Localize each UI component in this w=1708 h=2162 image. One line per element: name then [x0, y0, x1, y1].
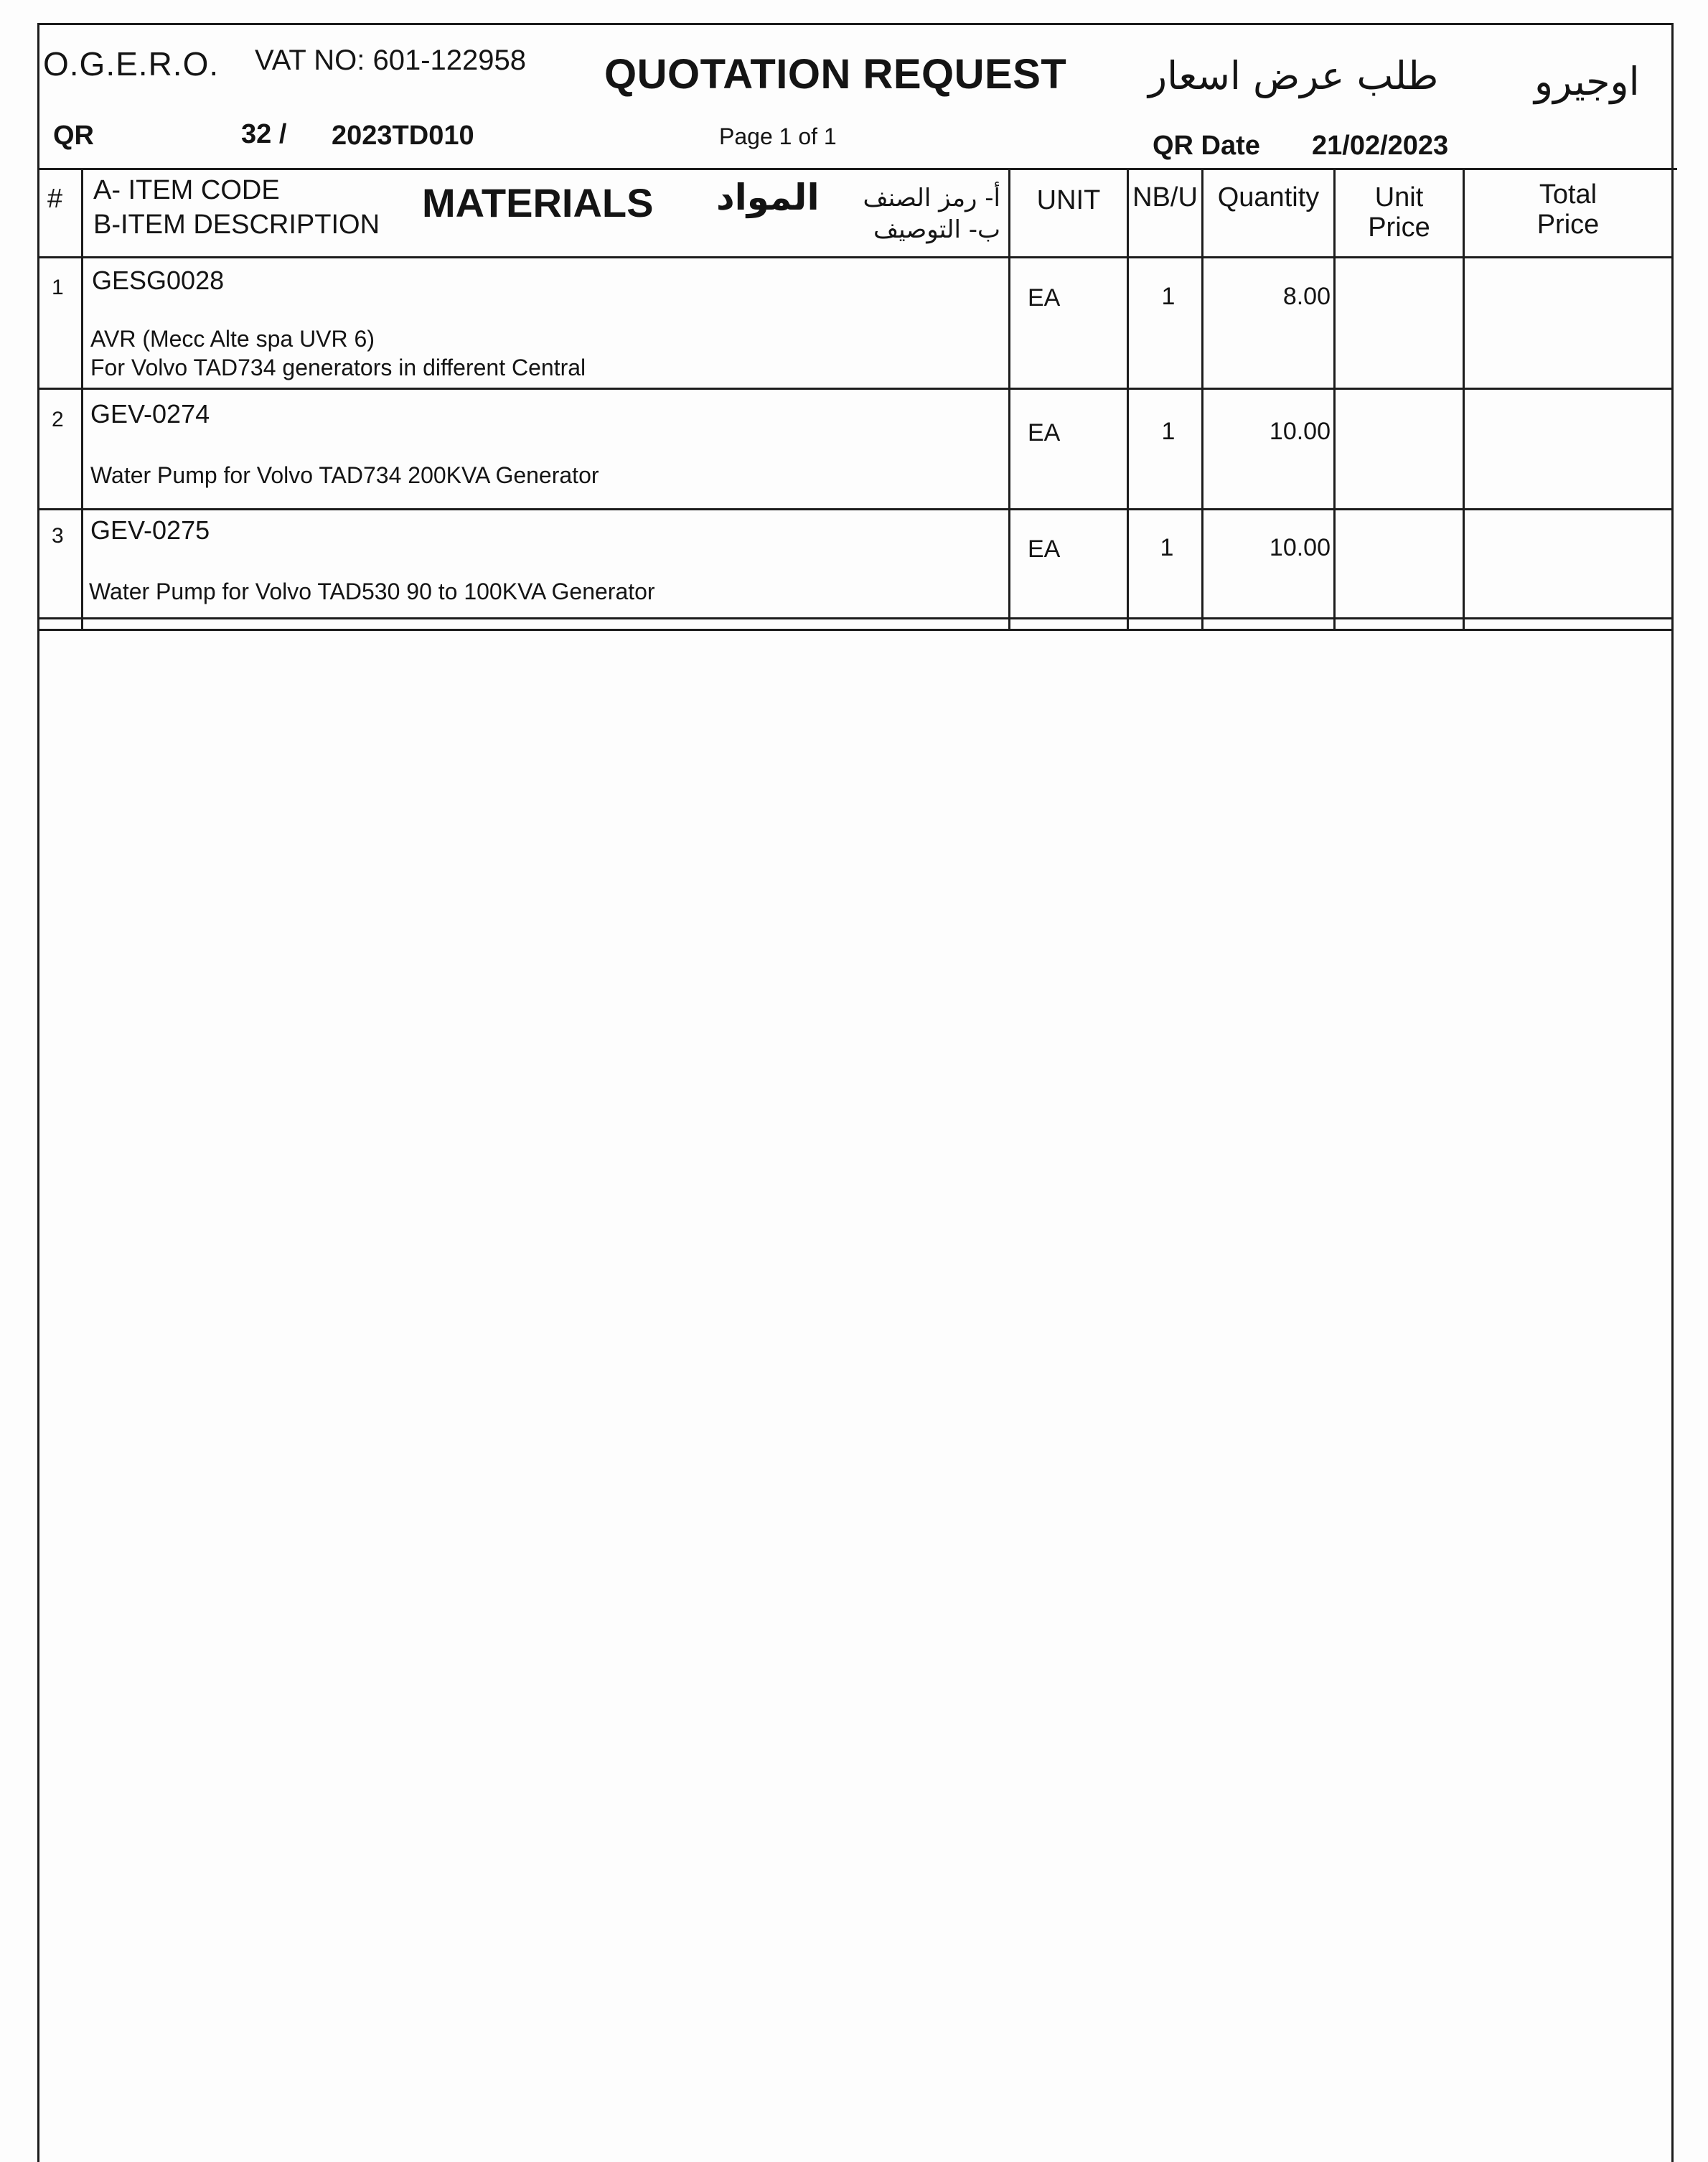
qr-label: QR [53, 121, 94, 151]
row-3-nbu: 1 [1160, 534, 1174, 561]
row-1-desc-line1: AVR (Mecc Alte spa UVR 6) [90, 326, 375, 352]
col-divider-num [81, 168, 83, 631]
row-2-desc-line1: Water Pump for Volvo TAD734 200KVA Generator [90, 462, 599, 488]
row-1-quantity: 8.00 [1282, 283, 1331, 310]
header-top-rule [37, 168, 1677, 170]
qr-date: 21/02/2023 [1312, 131, 1449, 161]
col-header-materials-ar: المواد [716, 177, 820, 218]
document-title: QUOTATION REQUEST [604, 51, 1067, 98]
table-bottom-rule [37, 629, 1674, 631]
col-header-item-desc-ar: ب- التوصيف [873, 215, 1000, 244]
vat-number: VAT NO: 601-122958 [255, 45, 527, 76]
document-title-ar: طلب عرض اسعار [1148, 53, 1439, 98]
col-header-unit-price-line2: Price [1368, 212, 1430, 243]
col-header-materials: MATERIALS [422, 180, 654, 225]
org-name-ar: اوجيرو [1534, 59, 1640, 104]
row-2-rule [37, 508, 1674, 510]
row-3-quantity: 10.00 [1269, 534, 1331, 561]
row-3-rule [37, 617, 1674, 619]
row-2-quantity: 10.00 [1269, 418, 1331, 445]
col-header-total-price-line1: Total [1539, 179, 1597, 210]
col-header-item-desc: B-ITEM DESCRIPTION [93, 210, 380, 240]
row-3-desc-line1: Water Pump for Volvo TAD530 90 to 100KVA Generator [89, 579, 655, 604]
org-name: O.G.E.R.O. [43, 45, 220, 83]
row-1-rule [37, 388, 1674, 390]
qr-number: 32 / [241, 119, 287, 149]
row-3-code: GEV-0275 [90, 515, 210, 545]
qr-reference: 2023TD010 [332, 121, 474, 151]
qr-date-label: QR Date [1153, 131, 1260, 161]
row-3-num: 3 [52, 524, 64, 548]
row-2-num: 2 [52, 408, 64, 431]
col-header-item-code-ar: أ- رمز الصنف [863, 184, 1000, 212]
col-header-nbu: NB/U [1132, 182, 1198, 212]
row-2-code: GEV-0274 [90, 399, 210, 429]
col-header-total-price-line2: Price [1536, 210, 1600, 240]
col-header-item-code: A- ITEM CODE [93, 175, 280, 205]
col-header-unit: UNIT [1036, 185, 1101, 215]
row-1-unit: EA [1028, 284, 1061, 312]
row-1-nbu: 1 [1161, 283, 1176, 310]
row-1-num: 1 [52, 276, 64, 299]
col-divider-desc [1008, 168, 1010, 631]
row-1-code: GESG0028 [92, 266, 225, 295]
col-header-quantity: Quantity [1217, 182, 1320, 212]
row-2-unit: EA [1028, 419, 1061, 446]
col-header-num: # [47, 184, 63, 214]
row-1-desc-line2: For Volvo TAD734 generators in different Central [90, 355, 586, 380]
page-info: Page 1 of 1 [719, 123, 837, 149]
row-3-unit: EA [1028, 535, 1061, 563]
row-2-nbu: 1 [1161, 418, 1176, 445]
column-header-rule [37, 256, 1674, 258]
col-header-unit-price-line1: Unit [1374, 182, 1424, 212]
